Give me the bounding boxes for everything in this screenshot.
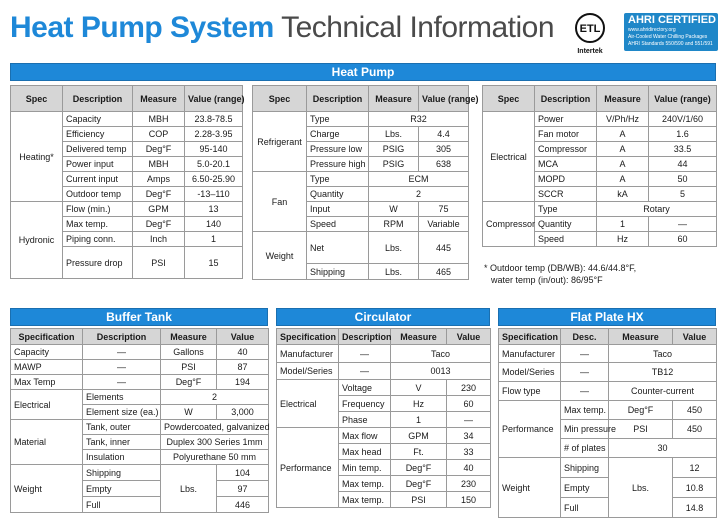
- col-header: Description: [83, 329, 161, 345]
- cell: 10.8: [673, 478, 717, 498]
- heat-pump-table-3: [482, 85, 717, 247]
- cell: GPM: [391, 428, 447, 444]
- cell: Quantity: [535, 217, 597, 232]
- cell: Piping conn.: [63, 232, 133, 247]
- cell: Type: [535, 202, 597, 217]
- cell: 13: [185, 202, 243, 217]
- cell: A: [597, 127, 649, 142]
- etl-listed-logo: [570, 10, 610, 56]
- cell: PSI: [391, 492, 447, 508]
- cell: Input: [307, 202, 369, 217]
- cell: V: [391, 380, 447, 396]
- cell: 140: [185, 217, 243, 232]
- cell: Flow (min.): [63, 202, 133, 217]
- spec-material: Material: [11, 420, 83, 465]
- cell: -13–110: [185, 187, 243, 202]
- cell: 15: [185, 247, 243, 279]
- cell: Capacity: [63, 112, 133, 127]
- cell: —: [649, 217, 717, 232]
- cell: 465: [419, 264, 469, 280]
- heat-pump-table-1: [10, 85, 243, 279]
- cell: Type: [307, 172, 369, 187]
- footnote: [484, 262, 636, 286]
- cell: 30: [609, 439, 717, 458]
- flat-plate-header: Flat Plate HX: [498, 308, 716, 326]
- footnote-line-2: water temp (in/out): 86/95°F: [491, 275, 603, 285]
- cell: 97: [217, 481, 269, 497]
- cell: Powdercoated, galvanized: [161, 420, 269, 435]
- spec-performance: Performance: [499, 401, 561, 458]
- col-header: Value: [673, 329, 717, 345]
- cell: 40: [447, 460, 491, 476]
- cell: Outdoor temp: [63, 187, 133, 202]
- cell: Delivered temp: [63, 142, 133, 157]
- col-header: Measure: [133, 86, 185, 112]
- cell: Taco: [609, 345, 717, 363]
- spec-electrical: Electrical: [483, 112, 535, 202]
- cell: Voltage: [339, 380, 391, 396]
- cell: Net: [307, 232, 369, 264]
- cell: Ft.: [391, 444, 447, 460]
- cell: Shipping: [307, 264, 369, 280]
- cell: Empty: [561, 478, 609, 498]
- cell: 638: [419, 157, 469, 172]
- spec-compressor: Compressor: [483, 202, 535, 247]
- cell: Efficiency: [63, 127, 133, 142]
- col-header: Spec: [11, 86, 63, 112]
- cell: Deg°F: [161, 375, 217, 390]
- cell: A: [597, 142, 649, 157]
- cell: MOPD: [535, 172, 597, 187]
- cell: W: [369, 202, 419, 217]
- cell: 5: [649, 187, 717, 202]
- footnote-line-1: * Outdoor temp (DB/WB): 44.6/44.8°F,: [484, 263, 637, 273]
- cell: Deg°F: [133, 187, 185, 202]
- cell: 60: [649, 232, 717, 247]
- col-header: Value (range): [185, 86, 243, 112]
- cell: Elements: [83, 390, 161, 405]
- cell: # of plates: [561, 439, 609, 458]
- cell: 2: [161, 390, 269, 405]
- cell: RPM: [369, 217, 419, 232]
- cell: Speed: [307, 217, 369, 232]
- cell: PSI: [609, 420, 673, 439]
- cell: —: [561, 345, 609, 363]
- circulator-table: [276, 328, 491, 508]
- cell: kA: [597, 187, 649, 202]
- col-header: Specification: [11, 329, 83, 345]
- cell: Pressure low: [307, 142, 369, 157]
- cell: MCA: [535, 157, 597, 172]
- cell: Model/Series: [277, 363, 339, 380]
- cell: Max temp.: [561, 401, 609, 420]
- cell: Element size (ea.): [83, 405, 161, 420]
- cell: 450: [673, 420, 717, 439]
- spec-weight: Weight: [11, 465, 83, 513]
- col-header: Specification: [277, 329, 339, 345]
- cell: Frequency: [339, 396, 391, 412]
- cell: TB12: [609, 363, 717, 382]
- cell: 194: [217, 375, 269, 390]
- cell: 6.50-25.90: [185, 172, 243, 187]
- cell: —: [447, 412, 491, 428]
- cell: Max temp.: [339, 476, 391, 492]
- cell: MBH: [133, 157, 185, 172]
- buffer-tank-header: Buffer Tank: [10, 308, 268, 326]
- cell: Tank, outer: [83, 420, 161, 435]
- cell: 1: [185, 232, 243, 247]
- heat-pump-table-2: [252, 85, 479, 280]
- cell: Type: [307, 112, 369, 127]
- col-header: Spec: [253, 86, 307, 112]
- cell: 23.8-78.5: [185, 112, 243, 127]
- page-title: [10, 6, 554, 50]
- cell: SCCR: [535, 187, 597, 202]
- cell: 40: [217, 345, 269, 360]
- col-header: Measure: [369, 86, 419, 112]
- cell: Fan motor: [535, 127, 597, 142]
- cell: 14.8: [673, 498, 717, 518]
- cell: Lbs.: [369, 127, 419, 142]
- heat-pump-header: Heat Pump: [10, 63, 716, 81]
- spec-electrical: Electrical: [277, 380, 339, 428]
- cell: 150: [447, 492, 491, 508]
- cell: Power: [535, 112, 597, 127]
- cell: Rotary: [597, 202, 717, 217]
- cell: Deg°F: [391, 476, 447, 492]
- cell: Deg°F: [609, 401, 673, 420]
- buffer-tank-table: [10, 328, 269, 513]
- col-header: Desc.: [561, 329, 609, 345]
- cell: 50: [649, 172, 717, 187]
- cell: Deg°F: [391, 460, 447, 476]
- cell: V/Ph/Hz: [597, 112, 649, 127]
- ahri-sub3: AHRI Standards 550/590 and 551/591: [628, 41, 713, 47]
- cell: Taco: [391, 345, 491, 363]
- cell: 4.4: [419, 127, 469, 142]
- cell: —: [339, 363, 391, 380]
- cell: 12: [673, 458, 717, 478]
- cell: Power input: [63, 157, 133, 172]
- cell: Shipping: [83, 465, 161, 481]
- cell: 230: [447, 476, 491, 492]
- cell: Max Temp: [11, 375, 83, 390]
- cell: Max temp.: [339, 492, 391, 508]
- spec-weight: Weight: [499, 458, 561, 518]
- col-header: Value: [447, 329, 491, 345]
- cell: 240V/1/60: [649, 112, 717, 127]
- cell: 1: [597, 217, 649, 232]
- spec-fan: Fan: [253, 172, 307, 232]
- cell: Lbs.: [369, 232, 419, 264]
- etl-text: ETL: [579, 23, 601, 35]
- cell: Full: [83, 497, 161, 513]
- ahri-main: AHRI CERTIFIED: [628, 14, 716, 26]
- etl-sub-text: Intertek: [577, 48, 603, 55]
- col-header: Value (range): [649, 86, 717, 112]
- spec-hydronic: Hydronic: [11, 202, 63, 279]
- cell: Tank, inner: [83, 435, 161, 450]
- cell: 2: [369, 187, 469, 202]
- cell: Full: [561, 498, 609, 518]
- col-header: Description: [63, 86, 133, 112]
- cell: Compressor: [535, 142, 597, 157]
- cell: 60: [447, 396, 491, 412]
- cell: 87: [217, 360, 269, 375]
- cell: 33: [447, 444, 491, 460]
- cell: 0013: [391, 363, 491, 380]
- cell: Lbs.: [161, 465, 217, 513]
- cell: Duplex 300 Series 1mm: [161, 435, 269, 450]
- cell: 75: [419, 202, 469, 217]
- cell: Manufacturer: [277, 345, 339, 363]
- cell: COP: [133, 127, 185, 142]
- cell: 104: [217, 465, 269, 481]
- cell: A: [597, 172, 649, 187]
- cell: 3,000: [217, 405, 269, 420]
- cell: 305: [419, 142, 469, 157]
- cell: Hz: [391, 396, 447, 412]
- cell: Charge: [307, 127, 369, 142]
- circulator-header: Circulator: [276, 308, 490, 326]
- col-header: Description: [535, 86, 597, 112]
- cell: Gallons: [161, 345, 217, 360]
- cell: Current input: [63, 172, 133, 187]
- col-header: Description: [307, 86, 369, 112]
- cell: Hz: [597, 232, 649, 247]
- cell: 44: [649, 157, 717, 172]
- spec-refrigerant: Refrigerant: [253, 112, 307, 172]
- ahri-sub2: Air-Cooled Water Chilling Packages: [628, 34, 708, 40]
- spec-weight: Weight: [253, 232, 307, 280]
- spec-heating: Heating*: [11, 112, 63, 202]
- cell: Shipping: [561, 458, 609, 478]
- cell: Counter-current: [609, 382, 717, 401]
- col-header: Value (range): [419, 86, 469, 112]
- ahri-sub1: www.ahridirectory.org: [628, 27, 676, 33]
- cell: 2.28-3.95: [185, 127, 243, 142]
- cell: GPM: [133, 202, 185, 217]
- col-header: Specification: [499, 329, 561, 345]
- cell: —: [83, 360, 161, 375]
- cell: Lbs.: [609, 458, 673, 518]
- cell: PSI: [161, 360, 217, 375]
- cell: Flow type: [499, 382, 561, 401]
- cell: Lbs.: [369, 264, 419, 280]
- cell: —: [83, 375, 161, 390]
- cell: Inch: [133, 232, 185, 247]
- col-header: Measure: [391, 329, 447, 345]
- cell: Manufacturer: [499, 345, 561, 363]
- cell: PSIG: [369, 142, 419, 157]
- cell: Empty: [83, 481, 161, 497]
- cell: 450: [673, 401, 717, 420]
- cell: Min temp.: [339, 460, 391, 476]
- cell: Amps: [133, 172, 185, 187]
- cell: 230: [447, 380, 491, 396]
- cell: Deg°F: [133, 142, 185, 157]
- col-header: Value: [217, 329, 269, 345]
- cell: Insulation: [83, 450, 161, 465]
- cell: —: [561, 382, 609, 401]
- col-header: Measure: [161, 329, 217, 345]
- spec-electrical: Electrical: [11, 390, 83, 420]
- ahri-certified-logo: [624, 13, 718, 51]
- cell: 34: [447, 428, 491, 444]
- cell: Max head: [339, 444, 391, 460]
- cell: Max flow: [339, 428, 391, 444]
- cell: Quantity: [307, 187, 369, 202]
- cell: MBH: [133, 112, 185, 127]
- col-header: Description: [339, 329, 391, 345]
- flat-plate-table: [498, 328, 717, 518]
- cell: 1: [391, 412, 447, 428]
- cell: 1.6: [649, 127, 717, 142]
- cell: 95-140: [185, 142, 243, 157]
- cell: 445: [419, 232, 469, 264]
- cell: MAWP: [11, 360, 83, 375]
- cell: PSI: [133, 247, 185, 279]
- cell: ECM: [369, 172, 469, 187]
- cell: —: [561, 363, 609, 382]
- cell: Pressure high: [307, 157, 369, 172]
- cell: 446: [217, 497, 269, 513]
- cell: PSIG: [369, 157, 419, 172]
- cell: 33.5: [649, 142, 717, 157]
- cell: R32: [369, 112, 469, 127]
- cell: Phase: [339, 412, 391, 428]
- cell: Min pressure: [561, 420, 609, 439]
- col-header: Measure: [609, 329, 673, 345]
- spec-performance: Performance: [277, 428, 339, 508]
- col-header: Spec: [483, 86, 535, 112]
- title-light: Technical Information: [281, 11, 555, 44]
- col-header: Measure: [597, 86, 649, 112]
- cell: Deg°F: [133, 217, 185, 232]
- cell: —: [83, 345, 161, 360]
- cell: —: [339, 345, 391, 363]
- cell: Max temp.: [63, 217, 133, 232]
- cell: 5.0-20.1: [185, 157, 243, 172]
- cell: Variable: [419, 217, 469, 232]
- cell: A: [597, 157, 649, 172]
- cell: Polyurethane 50 mm: [161, 450, 269, 465]
- cell: Speed: [535, 232, 597, 247]
- cell: Pressure drop: [63, 247, 133, 279]
- cell: W: [161, 405, 217, 420]
- cell: Model/Series: [499, 363, 561, 382]
- cell: Capacity: [11, 345, 83, 360]
- title-bold: Heat Pump System: [10, 11, 274, 44]
